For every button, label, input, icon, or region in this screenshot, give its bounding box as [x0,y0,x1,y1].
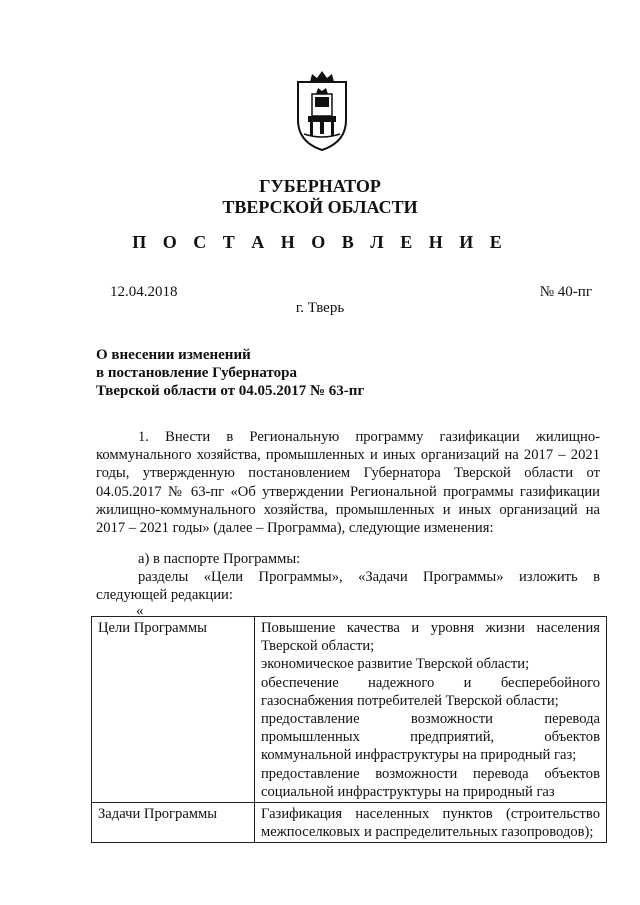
row-content [255,803,607,843]
paragraph-2: а) в паспорте Программы: [138,551,301,567]
tver-coat-of-arms-icon [292,68,352,153]
subject-line: О внесении изменений [96,347,251,363]
document-city: г. Тверь [295,300,345,316]
row-content [255,617,607,803]
program-table [91,616,607,843]
list-item: Газификация населенных пунктов (строительство межпоселковых и распределительных газопроводов); [261,806,600,841]
region-title: ТВЕРСКОЙ ОБЛАСТИ [222,197,418,217]
row-label: Задачи Программы [92,803,255,843]
document-date: 12.04.2018 [110,284,178,300]
list-item: обеспечение надежного и бесперебойного газоснабжения потребителей Тверской области; [261,674,600,709]
table-row [92,617,607,803]
document-type: П О С Т А Н О В Л Е Н И Е [132,232,508,252]
subject-line: в постановление Губернатора [96,365,297,381]
opening-quote: « [136,603,144,619]
list-item: предоставление возможности перевода объектов социальной инфраструктуры на природный газ [261,765,600,800]
table-row [92,803,607,843]
list-item: экономическое развитие Тверской области; [261,656,530,673]
row-label: Цели Программы [92,617,255,803]
document-subject [96,346,516,400]
subject-line: Тверской области от 04.05.2017 № 63-пг [96,383,365,399]
list-item: Повышение качества и уровня жизни населения Тверской области; [261,620,600,655]
list-item: предоставление возможности перевода промышленных предприятий, объектов коммунальной инфраструктуры на природный газ; [261,711,600,764]
document-number: № 40-пг [539,284,592,300]
paragraph-1: 1. Внести в Региональную программу газификации жилищно-коммунального хозяйства, промышленных и иных организаций на 2017 – 2021 годы, утвержденную постановлением Губернатора Тверской области от 04.05.2017 № 63-пг «Об утверждении Региональной программы газификации жилищно-коммунального хозяйства, промышленных и иных организаций на 2017 – 2021 годы» (далее – Программа), следующие изменения: [96,429,600,537]
paragraph-3: разделы «Цели Программы», «Задачи Программы» изложить в следующей редакции: [96,569,600,604]
governor-title: ГУБЕРНАТОР [259,176,381,196]
